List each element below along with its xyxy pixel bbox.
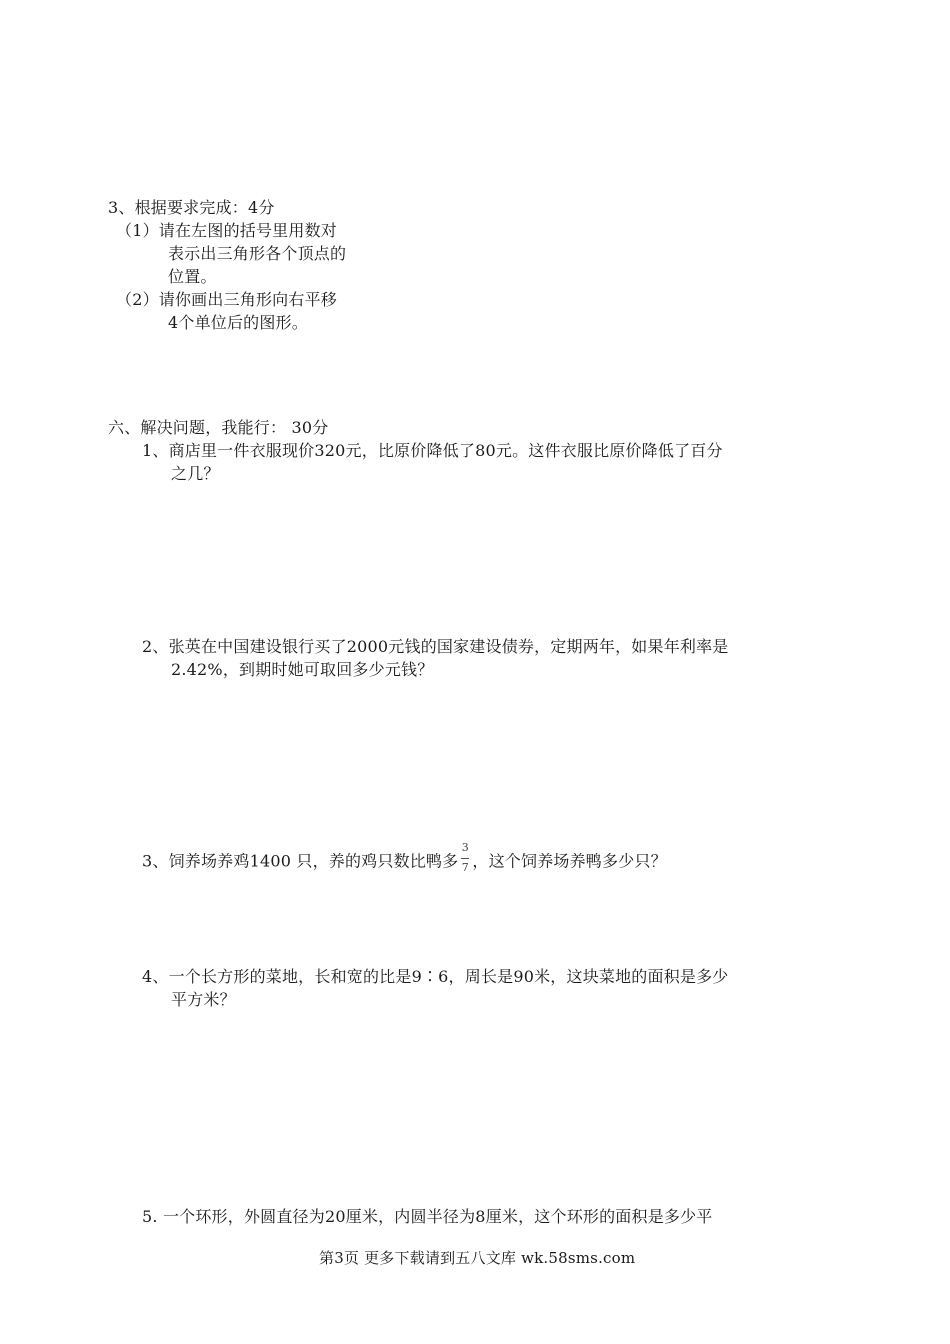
task-3-title: 3、根据要求完成：4分 xyxy=(108,198,275,217)
problem-2-line1: 2、张英在中国建设银行买了2000元钱的国家建设债券，定期两年，如果年利率是 xyxy=(142,637,729,656)
problem-3-line xyxy=(142,841,667,879)
problem-3-text-after: ，这个饲养场养鸭多少只？ xyxy=(472,851,667,871)
problem-5-line1: 5. 一个环形，外圆直径为20厘米，内圆半径为8厘米，这个环形的面积是多少平 xyxy=(142,1207,713,1226)
problem-1-line1: 1、商店里一件衣服现价320元，比原价降低了80元。这件衣服比原价降低了百分 xyxy=(142,441,723,460)
problem-1-line2: 之几？ xyxy=(171,464,220,483)
fraction-denominator: 7 xyxy=(461,861,469,874)
task-3-sub1-line3: 位置。 xyxy=(168,267,217,286)
fraction-numerator: 3 xyxy=(461,841,469,854)
fraction-three-sevenths xyxy=(460,842,470,876)
problem-2-line2: 2.42%，到期时她可取回多少元钱？ xyxy=(171,660,434,679)
task-3-sub2-line1: （2）请你画出三角形向右平移 xyxy=(116,290,337,309)
task-3-sub2-line2: 4个单位后的图形。 xyxy=(168,313,308,332)
problem-3-text-before: 3、饲养场养鸡1400 只，养的鸡只数比鸭多 xyxy=(142,851,459,871)
task-3-sub1-line2: 表示出三角形各个顶点的 xyxy=(168,244,347,263)
task-3-sub1-line1: （1）请在左图的括号里用数对 xyxy=(116,221,337,240)
section-6-heading: 六、解决问题，我能行： 30分 xyxy=(108,418,329,437)
problem-4-line2: 平方米？ xyxy=(171,990,236,1009)
problem-4-line1: 4、一个长方形的菜地，长和宽的比是9∶6，周长是90米，这块菜地的面积是多少 xyxy=(142,967,729,986)
fraction-bar xyxy=(461,858,469,859)
page-footer: 第3页 更多下载请到五八文库 wk.58sms.com xyxy=(319,1249,636,1267)
